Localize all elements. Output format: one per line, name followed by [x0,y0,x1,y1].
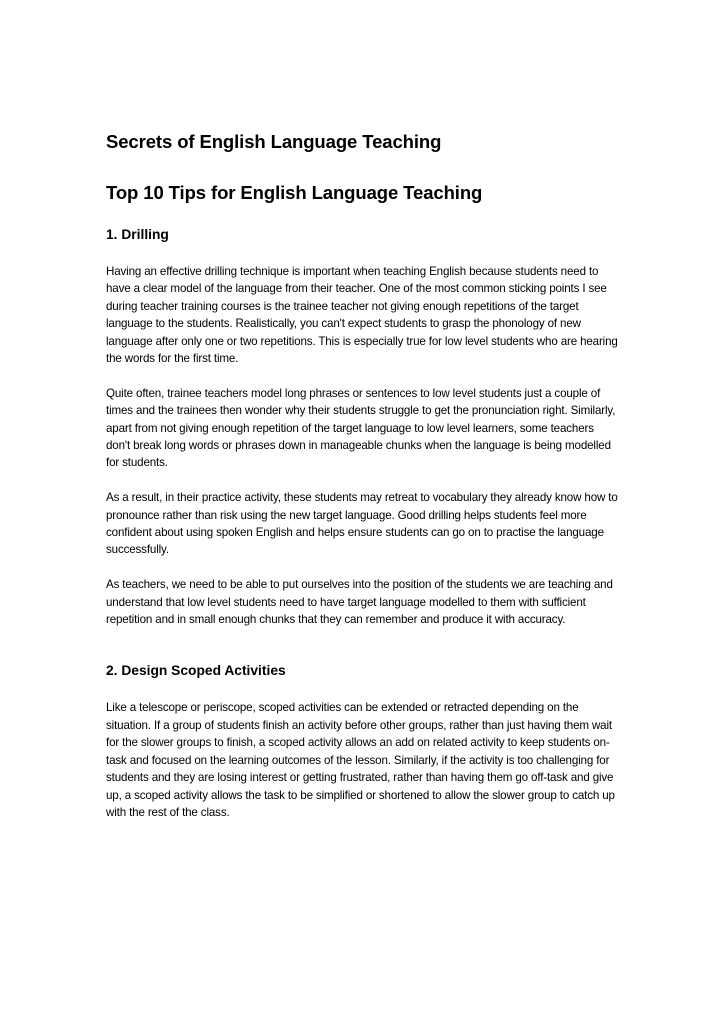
paragraph: Quite often, trainee teachers model long phrases or sentences to low level students just a couple of times and the trainees then wonder why their students struggle to get the pronunciation right. Similarly, apart from not giving enough repetition of the target language to low level learners, some teachers don't break long words or phrases down in manageable chunks when the language is being modelled for students. [106,386,616,470]
document-title: Secrets of English Language Teaching [106,131,442,152]
section-heading-drilling: 1. Drilling [106,227,169,242]
section-heading-design-scoped-activities: 2. Design Scoped Activities [106,663,286,679]
paragraph: As teachers, we need to be able to put ourselves into the position of the students we are teaching and understand that low level students need to have target language modelled to them with sufficient repetition and in small enough chunks that they can remember and produce it with accuracy. [106,578,613,627]
paragraph: As a result, in their practice activity, these students may retreat to vocabulary they already know how to pronounce rather than risk using the new target language. Good drilling helps students feel more confident about using spoken English and helps ensure students can go on to practise the language successfully. [106,491,618,557]
paragraph: Like a telescope or periscope, scoped activities can be extended or retracted depending on the situation. If a group of students finish an activity before other groups, rather than just having them wait for the slower groups to finish, a scoped activity allows an add on related activity to keep students on-task and focused on the learning outcomes of the lesson. Similarly, if the activity is too challenging for students and they are losing interest or getting frustrated, rather than having them go off-task and give up, a scoped activity allows the task to be simplified or shortened to allow the slower group to catch up with the rest of the class. [106,701,615,819]
document-subtitle: Top 10 Tips for English Language Teaching [106,182,483,203]
document-page [106,130,618,821]
paragraph: Having an effective drilling technique is important when teaching English because students need to have a clear model of the language from their teacher. One of the most common sticking points I see during teacher training courses is the trainee teacher not giving enough repetitions of the target language to the students. Realistically, you can't expect students to grasp the phonology of new language after only one or two repetitions. This is especially true for low level students who are hearing the words for the first time. [106,265,618,366]
